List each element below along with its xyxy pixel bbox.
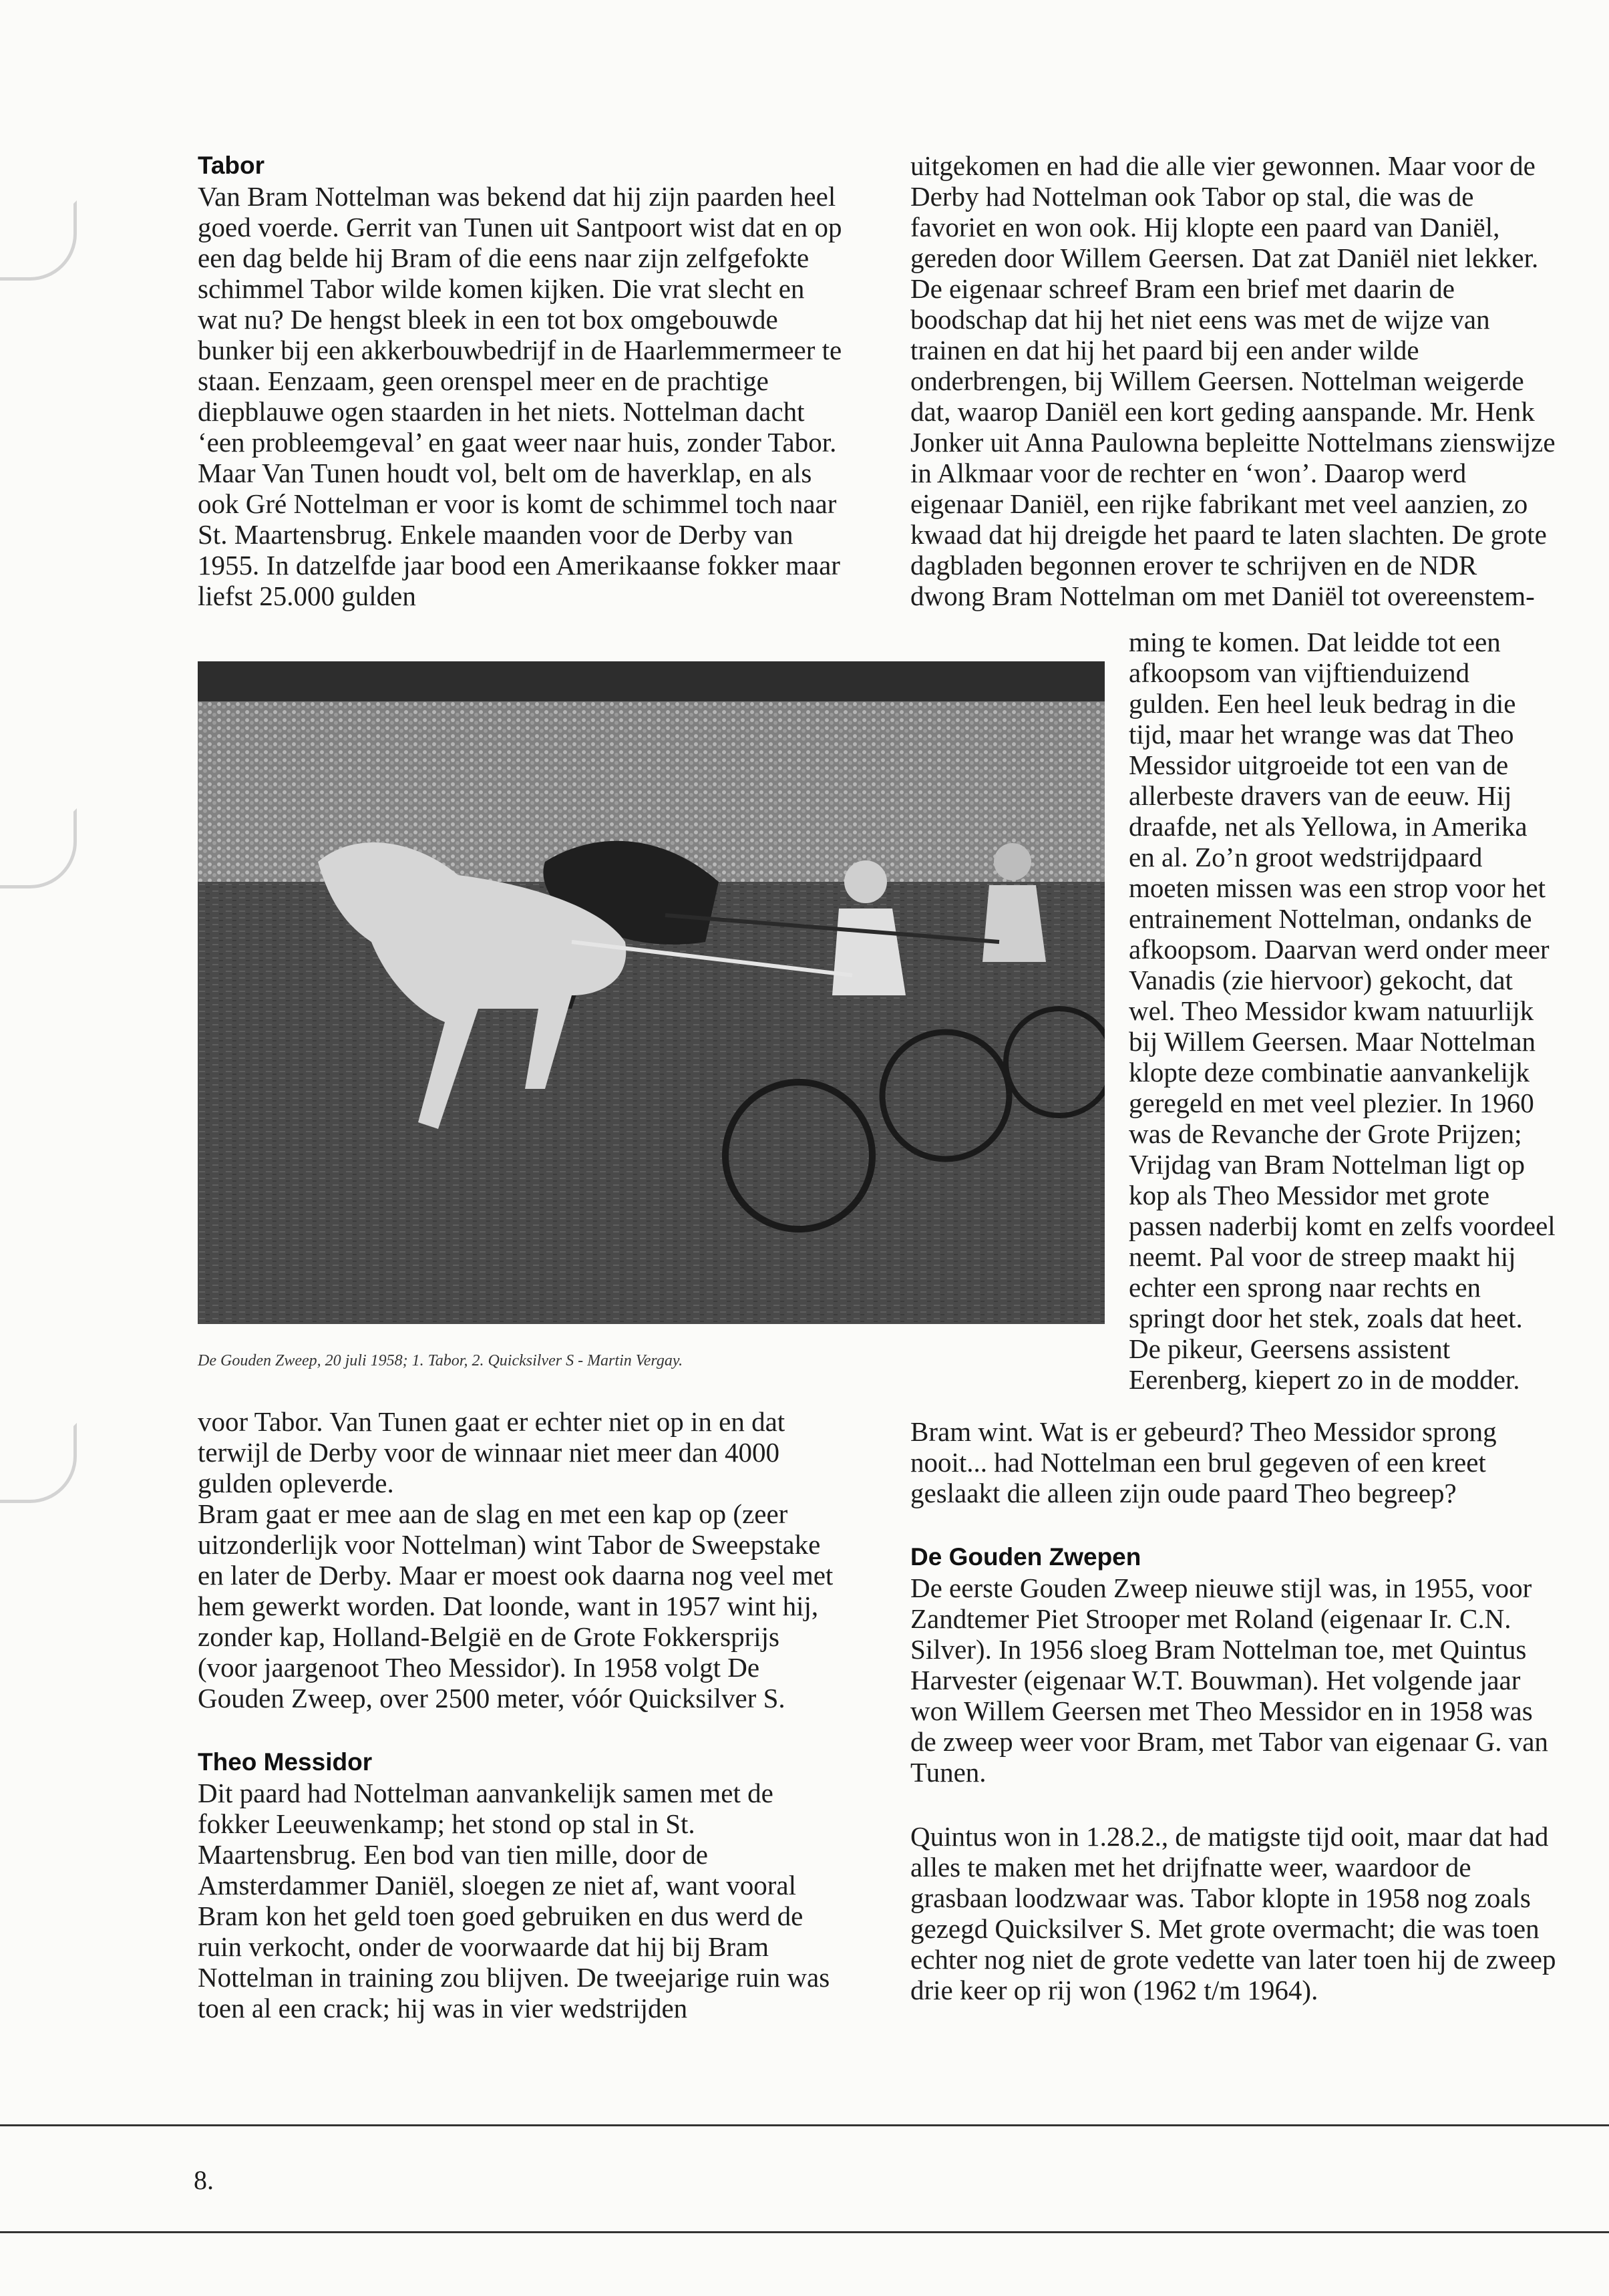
left-column-top bbox=[198, 150, 846, 611]
paragraph: Bram gaat er mee aan de slag en met een kap op (zeer uitzonderlijk voor Nottelman) wint Tabor de Sweepstake en later de Derby. Maar er moest ook daarna nog veel met hem gewerkt worden. Dat loonde, want in 1957 wint hij, zonder kap, Holland-België en de Grote Fokkersprijs (voor jaargenoot Theo Messidor). In 1958 volgt De Gouden Zweep, over 2500 meter, vóór Quicksilver S. bbox=[198, 1498, 834, 1713]
punch-hole bbox=[0, 200, 77, 281]
paragraph: Van Bram Nottelman was bekend dat hij zijn paarden heel goed voerde. Gerrit van Tunen uit Santpoort wist dat en op een dag belde hij Bram of die eens naar zijn zelfgefokte schimmel Tabor wilde komen kijken. Die vrat slecht en wat nu? De hengst bleek in een tot box omgebouwde bunker bij een akkerbouwbedrijf in de Haarlemmermeer te staan. Eenzaam, geen orenspel meer en de prachtige diepblauwe ogen staarden in het niets. Nottelman dacht ‘een probleemgeval’ en gaat weer naar huis, zonder Tabor. Maar Van Tunen houdt vol, belt om de haverklap, en als ook Gré Nottelman er voor is komt de schimmel toch naar St. Maartensbrug. Enkele maanden voor de Derby van 1955. In datzelfde jaar bood een Amerikaanse fokker maar liefst 25.000 gulden bbox=[198, 181, 842, 611]
paragraph: Bram wint. Wat is er gebeurd? Theo Messidor sprong nooit... had Nottelman een brul gegeven of een kreet geslaakt die alleen zijn oude paard Theo begreep? bbox=[910, 1416, 1497, 1508]
punch-hole bbox=[0, 808, 77, 888]
paragraph: De eerste Gouden Zweep nieuwe stijl was, in 1955, voor Zandtemer Piet Strooper met Roland (eigenaar Ir. C.N. Silver). In 1956 sloeg Bram Nottelman toe, met Quintus Harvester (eigenaar W.T. Bouwman). Het volgende jaar won Willem Geersen met Theo Messidor en in 1958 was de zweep weer voor Bram, met Tabor van eigenaar G. van Tunen. bbox=[910, 1573, 1548, 1788]
paragraph: voor Tabor. Van Tunen gaat er echter niet op in en dat terwijl de Derby voor de winnaar niet meer dan 4000 gulden opleverde. bbox=[198, 1406, 785, 1498]
footer-rule-bottom bbox=[0, 2231, 1609, 2233]
race-photo-drawing bbox=[198, 661, 1105, 1324]
left-column-bottom bbox=[198, 1406, 846, 2023]
section-heading-de-gouden-zwepen: De Gouden Zwepen bbox=[910, 1543, 1141, 1571]
section-heading-theo-messidor: Theo Messidor bbox=[198, 1748, 373, 1776]
photo-caption: De Gouden Zweep, 20 juli 1958; 1. Tabor, 2. Quicksilver S - Martin Vergay. bbox=[198, 1352, 683, 1369]
footer-rule-top bbox=[0, 2124, 1609, 2126]
race-photo bbox=[198, 661, 1105, 1324]
right-column-top bbox=[910, 150, 1558, 611]
punch-hole bbox=[0, 1423, 77, 1503]
section-heading-tabor: Tabor bbox=[198, 152, 265, 179]
page-number: 8. bbox=[194, 2165, 214, 2195]
paragraph: Dit paard had Nottelman aanvankelijk samen met de fokker Leeuwenkamp; het stond op stal in St. Maartensbrug. Een bod van tien mille, door de Amsterdammer Daniël, sloegen ze niet af, want vooral Bram kon het geld toen goed gebruiken en dus werd de ruin verkocht, onder de voorwaarde dat hij bij Bram Nottelman in training zou blijven. De tweejarige ruin was toen al een crack; hij was in vier wedstrijden bbox=[198, 1778, 830, 2023]
paragraph: uitgekomen en had die alle vier gewonnen. Maar voor de Derby had Nottelman ook Tabor op stal, die was de favoriet en won ook. Hij klopte een paard van Daniël, gereden door Willem Geersen. Dat zat Daniël niet lekker. De eigenaar schreef Bram een brief met daarin de boodschap dat hij het niet eens was met de wijze van trainen en dat hij het paard bij een ander wilde onderbrengen, bij Willem Geersen. Nottelman weigerde dat, waarop Daniël een kort geding aanspande. Mr. Henk Jonker uit Anna Paulowna bepleitte Nottelmans zienswijze in Alkmaar voor de rechter en ‘won’. Daarop werd eigenaar Daniël, een rijke fabrikant met veel aanzien, zo kwaad dat hij dreigde het paard te laten slachten. De grote dagbladen begonnen erover te schrijven en de NDR dwong Bram Nottelman om met Daniël tot overeenstem- bbox=[910, 150, 1556, 611]
right-column-bottom bbox=[910, 1416, 1558, 2005]
right-column-narrow bbox=[1129, 627, 1556, 1395]
paragraph: ming te komen. Dat leidde tot een afkoopsom van vijftienduizend gulden. Een heel leuk bedrag in die tijd, maar het wrange was dat Theo Messidor uitgroeide tot een van de allerbeste dravers van de eeuw. Hij draafde, net als Yellowa, in Amerika en al. Zo’n groot wedstrijdpaard moeten missen was een strop voor het entrainement Nottelman, ondanks de afkoopsom. Daarvan werd onder meer Vanadis (zie hiervoor) gekocht, dat wel. Theo Messidor kwam natuurlijk bij Willem Geersen. Maar Nottelman klopte deze combinatie aanvankelijk geregeld en met veel plezier. In 1960 was de Revanche der Grote Prijzen; Vrijdag van Bram Nottelman ligt op kop als Theo Messidor met grote passen naderbij komt en zelfs voordeel neemt. Pal voor de streep maakt hij echter een sprong naar rechts en springt door het stek, zoals dat heet. De pikeur, Geersens assistent Eerenberg, kiepert zo in de modder. bbox=[1129, 627, 1556, 1395]
paragraph: Quintus won in 1.28.2., de matigste tijd ooit, maar dat had alles te maken met het drijfnatte weer, waardoor de grasbaan loodzwaar was. Tabor klopte in 1958 nog zoals gezegd Quicksilver S. Met grote overmacht; die was toen echter nog niet de grote vedette van later toen hij de zweep drie keer op rij won (1962 t/m 1964). bbox=[910, 1821, 1556, 2005]
